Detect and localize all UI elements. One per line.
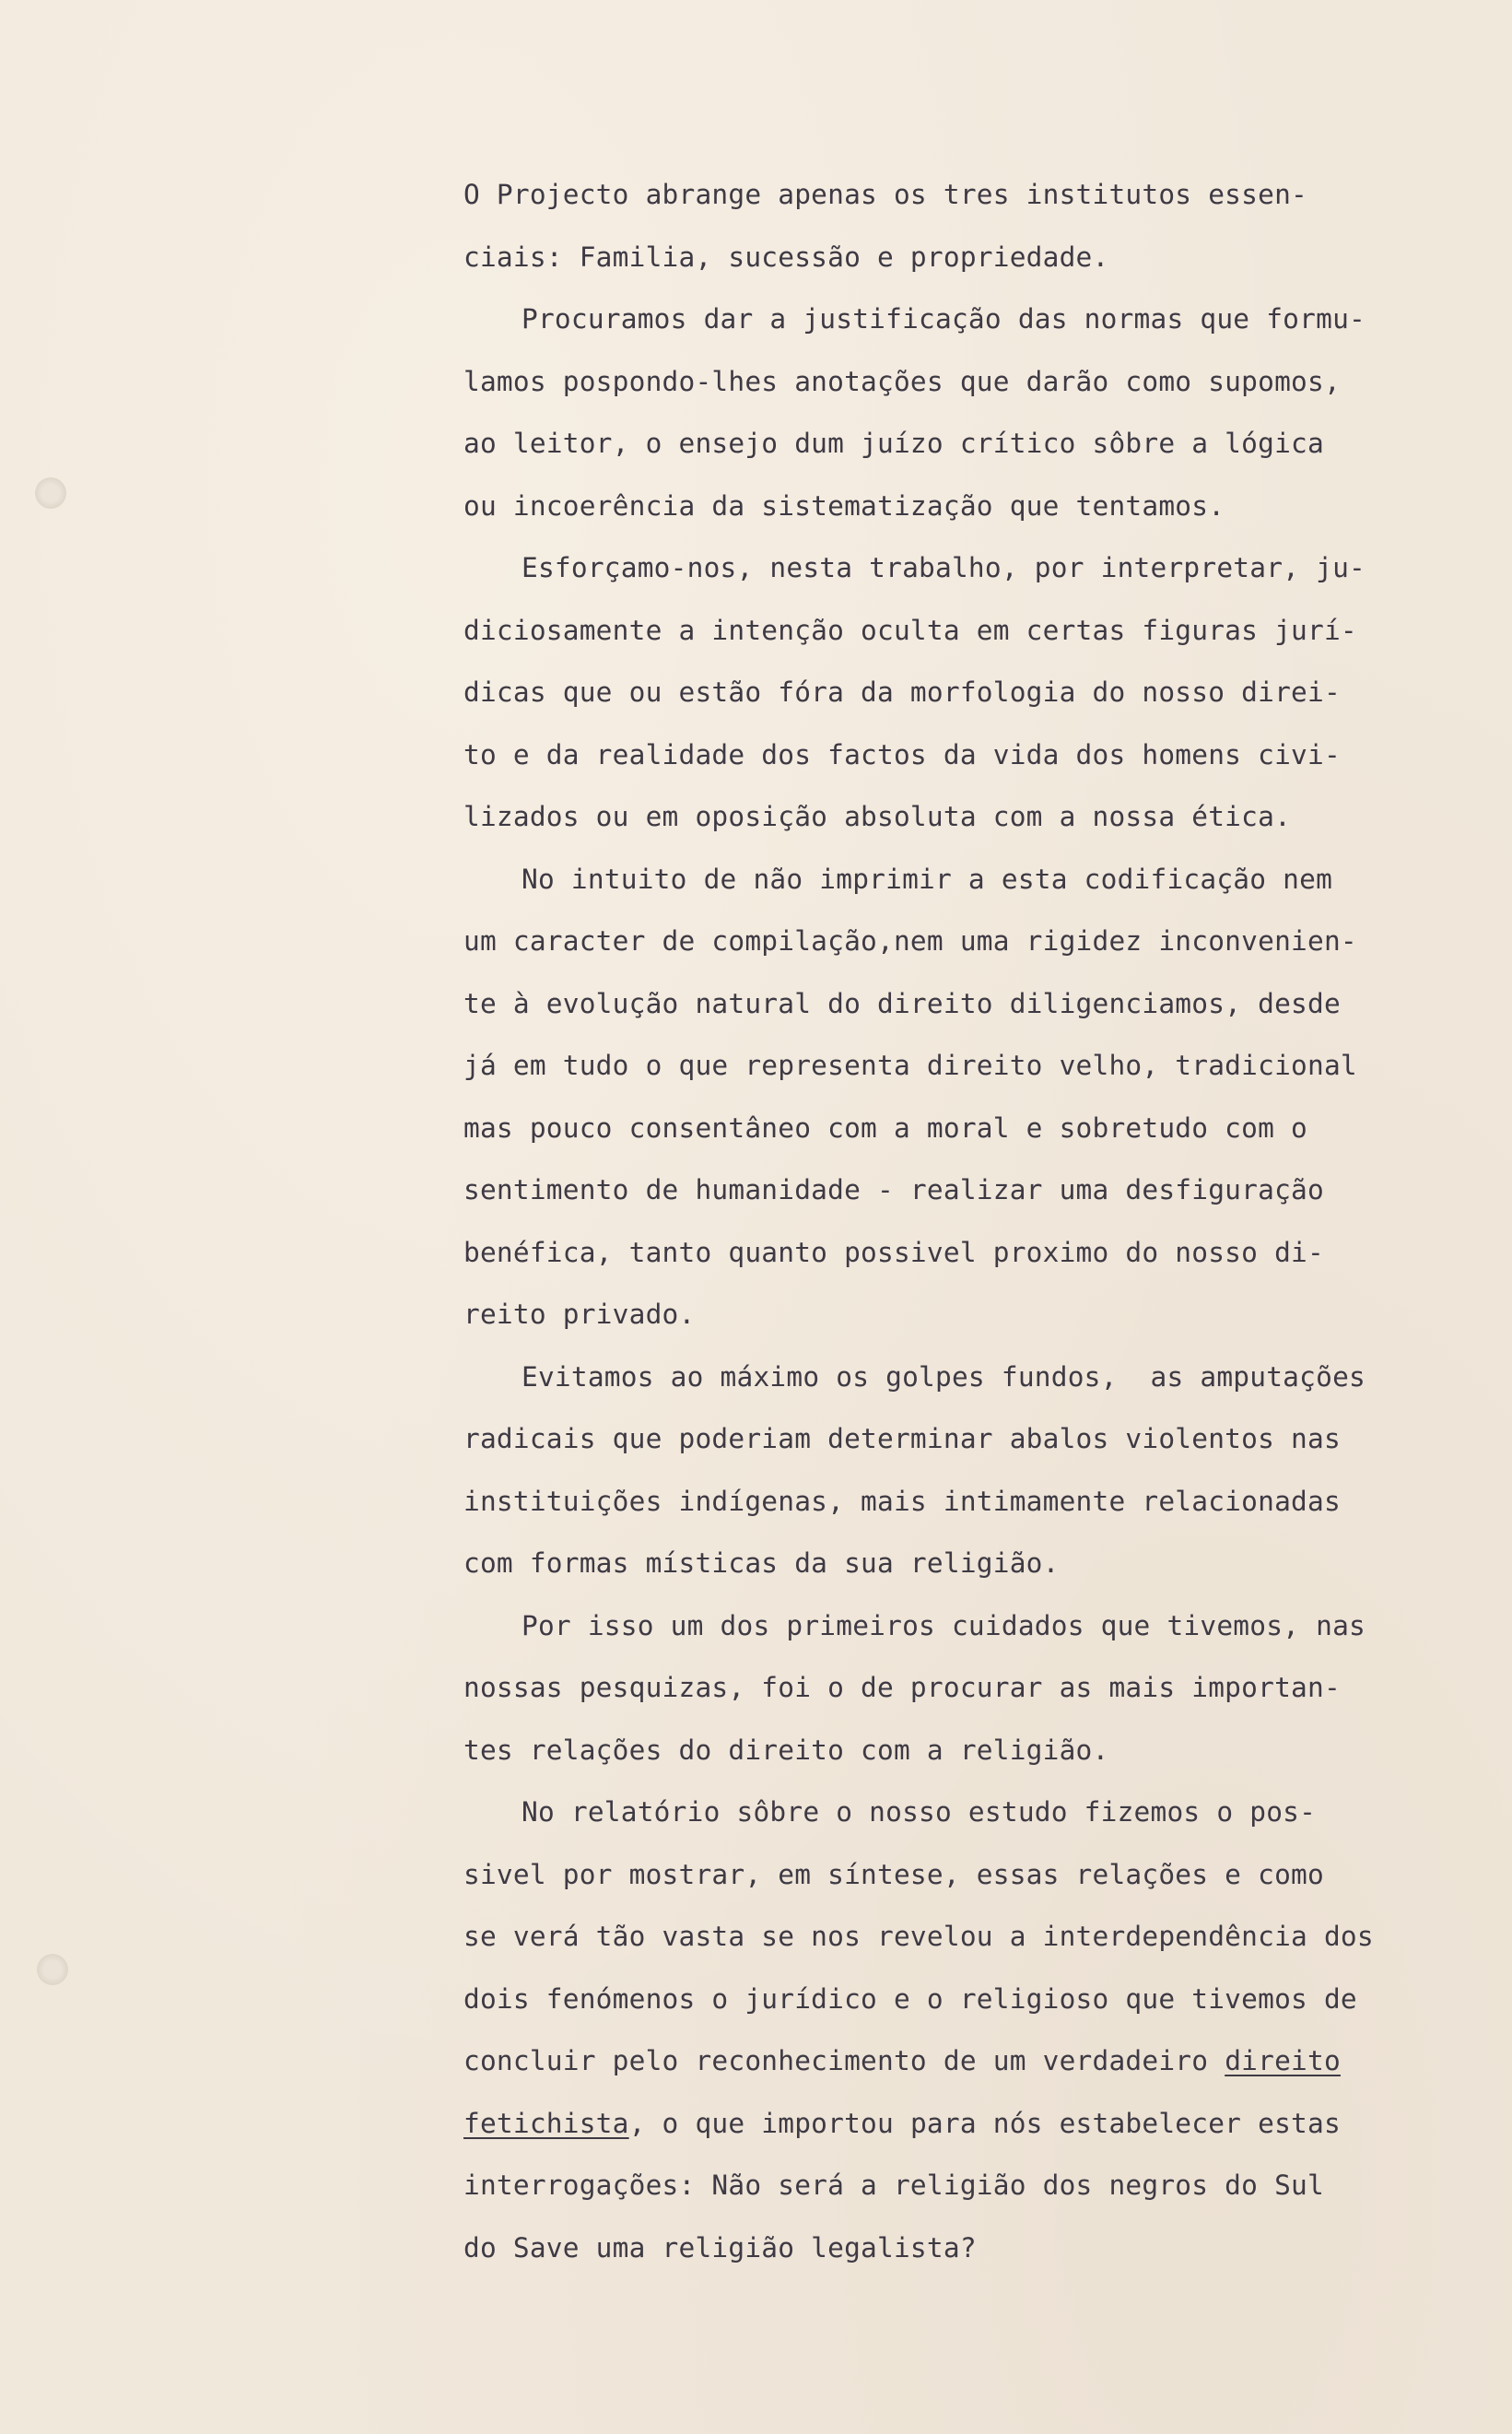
text-line: se verá tão vasta se nos revelou a interdependência dos — [463, 1921, 1374, 1952]
text-line: radicais que poderiam determinar abalos violentos nas — [463, 1423, 1341, 1454]
text-line: nossas pesquizas, foi o de procurar as mais importan- — [463, 1672, 1341, 1703]
text-line: instituições indígenas, mais intimamente relacionadas — [463, 1485, 1341, 1517]
text-line: dicas que ou estão fóra da morfologia do nosso direi- — [463, 676, 1341, 708]
text-line: mas pouco consentâneo com a moral e sobretudo com o — [463, 1111, 1307, 1144]
text-line: benéfica, tanto quanto possivel proximo do nosso di- — [463, 1236, 1324, 1268]
text-line: reito privado. — [463, 1299, 696, 1330]
text-line: te à evolução natural do direito diligenciamos, desde — [463, 987, 1341, 1019]
text-line: sivel por mostrar, em síntese, essas relações e como — [463, 1858, 1324, 1890]
paragraph — [463, 537, 1486, 849]
punch-hole-bottom — [37, 1954, 68, 1985]
text-line: No relatório sôbre o nosso estudo fizemos o pos- — [522, 1796, 1317, 1828]
text-line: Esforçamo-nos, nesta trabalho, por interpretar, ju- — [522, 552, 1365, 583]
text-line: ciais: Familia, sucessão e propriedade. — [463, 241, 1109, 273]
text-line: to e da realidade dos factos da vida dos homens civi- — [463, 738, 1341, 770]
text-line: concluir pelo reconhecimento de um verdadeiro direito — [463, 2045, 1341, 2076]
text-line: Evitamos ao máximo os golpes fundos, as amputações — [522, 1360, 1365, 1393]
typewritten-text-body — [463, 164, 1486, 2279]
text-line: sentimento de humanidade - realizar uma desfiguração — [463, 1174, 1324, 1205]
paragraph — [463, 1346, 1486, 1595]
text-line: lizados ou em oposição absoluta com a nossa ética. — [463, 801, 1292, 832]
paragraph — [463, 164, 1486, 288]
text-line: No intuito de não imprimir a esta codificação nem — [522, 863, 1333, 895]
paragraph — [463, 849, 1486, 1346]
text-line: ao leitor, o ensejo dum juízo crítico sôbre a lógica — [463, 428, 1324, 459]
paragraph — [463, 288, 1486, 537]
text-line: ou incoerência da sistematização que tentamos. — [463, 489, 1225, 522]
text-line: O Projecto abrange apenas os tres institutos essen- — [463, 179, 1307, 210]
text-line: dois fenómenos o jurídico e o religioso que tivemos de — [463, 1982, 1357, 2015]
text-line: interrogações: Não será a religião dos negros do Sul — [463, 2169, 1324, 2201]
punch-hole-top — [35, 477, 66, 509]
underlined-text: direito — [1225, 2045, 1341, 2076]
paragraph — [463, 1595, 1486, 1782]
text-line: um caracter de compilação,nem uma rigidez inconvenien- — [463, 925, 1357, 957]
text-line: do Save uma religião legalista? — [463, 2231, 977, 2264]
text-line: tes relações do direito com a religião. — [463, 1734, 1109, 1766]
text-line: fetichista, o que importou para nós estabelecer estas — [463, 2107, 1341, 2139]
text-line: já em tudo o que representa direito velho, tradicional — [463, 1050, 1357, 1081]
underlined-text: fetichista — [463, 2107, 629, 2139]
text-line: com formas místicas da sua religião. — [463, 1547, 1060, 1579]
paragraph — [463, 1781, 1486, 2279]
text-line: Procuramos dar a justificação das normas que formu- — [522, 303, 1365, 335]
text-line: lamos pospondo-lhes anotações que darão como supomos, — [463, 365, 1341, 397]
text-line: diciosamente a intenção oculta em certas figuras jurí- — [463, 614, 1357, 646]
text-line: Por isso um dos primeiros cuidados que tivemos, nas — [522, 1609, 1365, 1641]
